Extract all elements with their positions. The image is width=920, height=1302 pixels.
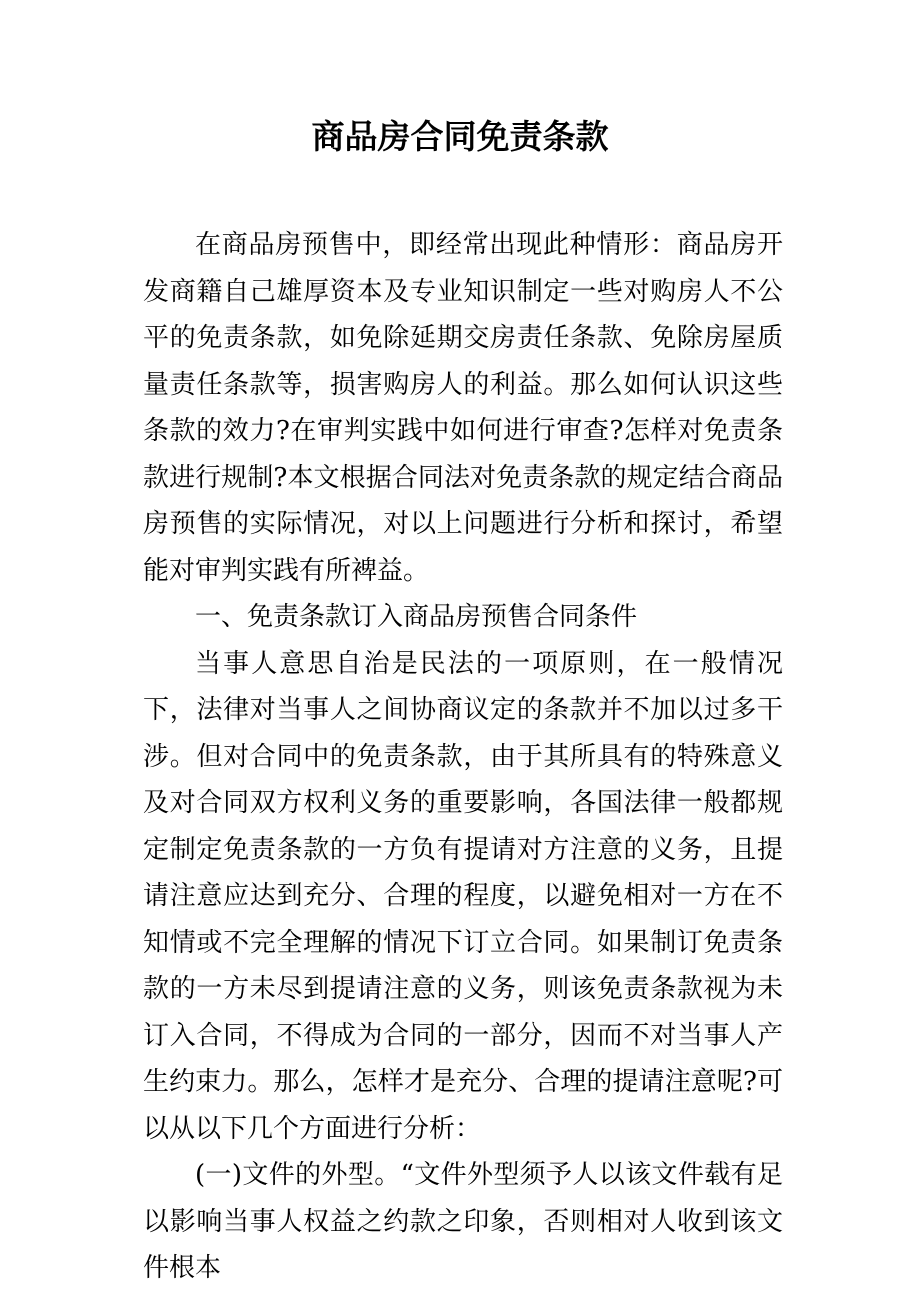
paragraph-notice-duty: 当事人意思自治是民法的一项原则，在一般情况下，法律对当事人之间协商议定的条款并不加以过多干涉。但对合同中的免责条款，由于其所具有的特殊意义及对合同双方权利义务的重要影响，各国法律一般都规定制定免责条款的一方负有提请对方注意的义务，且提请注意应达到充分、合理的程度，以避免相对一方在不知情或不完全理解的情况下订立合同。如果制订免责条款的一方未尽到提请注意的义务，则该免责条款视为未订入合同，不得成为合同的一部分，因而不对当事人产生约束力。那么，怎样才是充分、合理的提请注意呢?可以从以下几个方面进行分析： <box>143 648 783 1144</box>
paragraph-document-form: (一)文件的外型。“文件外型须予人以该文件载有足以影响当事人权益之约款之印象，否则相对人收到该文件根本 <box>143 1160 783 1283</box>
section-heading-1: 一、免责条款订入商品房预售合同条件 <box>195 602 638 632</box>
paragraph-intro: 在商品房预售中，即经常出现此种情形：商品房开发商籍自己雄厚资本及专业知识制定一些对购房人不公平的免责条款，如免除延期交房责任条款、免除房屋质量责任条款等，损害购房人的利益。那么如何认识这些条款的效力?在审判实践中如何进行审查?怎样对免责条款进行规制?本文根据合同法对免责条款的规定结合商品房预售的实际情况，对以上问题进行分析和探讨，希望能对审判实践有所裨益。 <box>143 230 783 586</box>
document-body <box>143 222 783 1292</box>
document-title: 商品房合同免责条款 <box>311 117 609 156</box>
